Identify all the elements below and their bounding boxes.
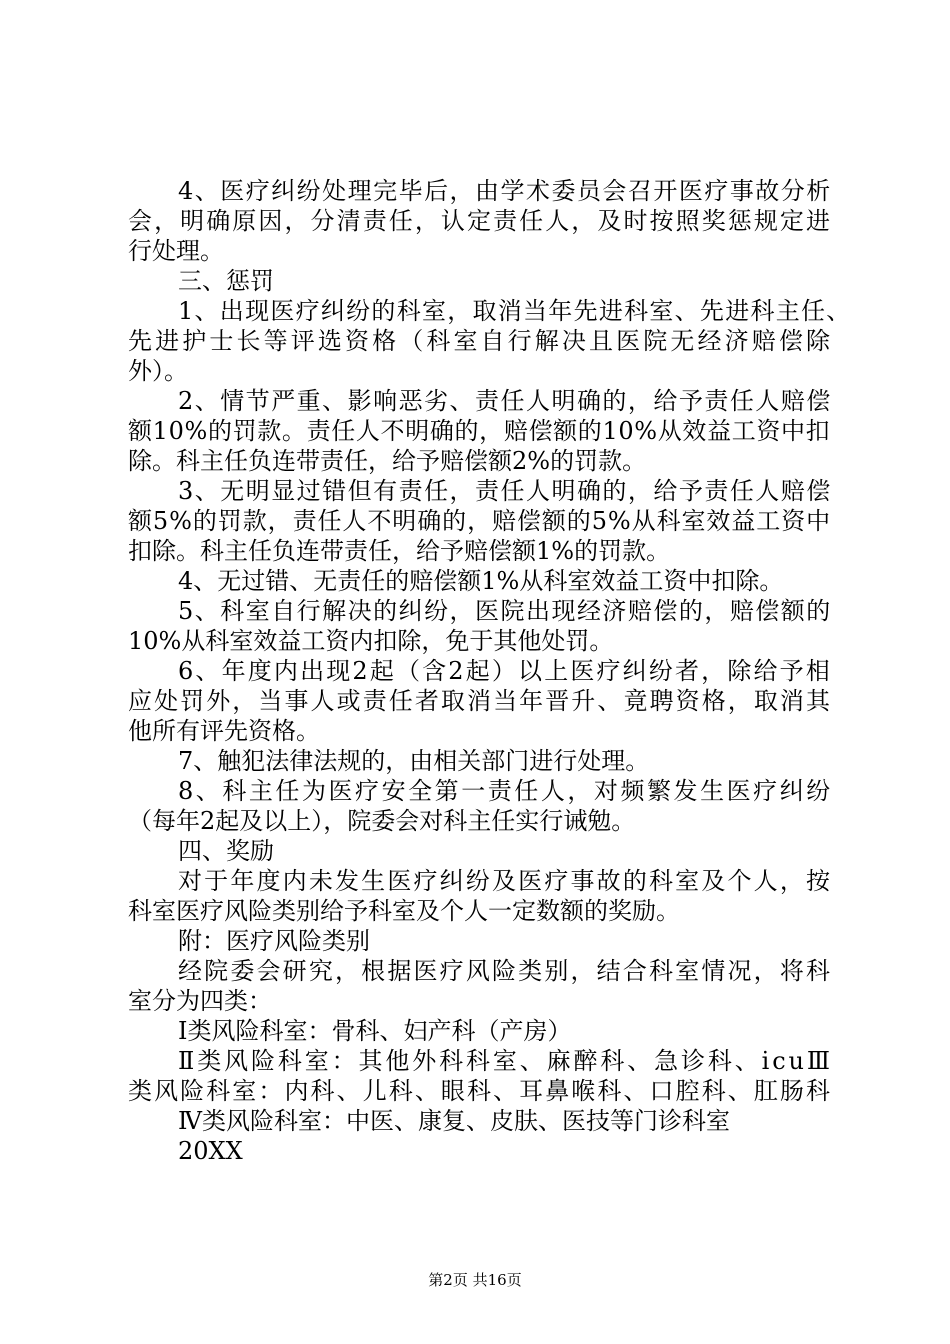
text-line: 除。科主任负连带责任，给予赔偿额2%的罚款。 — [128, 447, 647, 475]
text-line: 他所有评先资格。 — [128, 717, 320, 745]
text-line: 经院委会研究，根据医疗风险类别，结合科室情况，将科 — [178, 957, 833, 985]
text-line: 10%从科室效益工资内扣除，免于其他处罚。 — [128, 627, 614, 655]
text-line: 3、无明显过错但有责任，责任人明确的，给予责任人赔偿 — [178, 477, 832, 505]
text-line: 额5%的罚款，责任人不明确的，赔偿额的5%从科室效益工资中 — [128, 507, 832, 535]
text-line: Ⅰ类风险科室：骨科、妇产科（产房） — [178, 1017, 572, 1045]
text-line: 额10%的罚款。责任人不明确的，赔偿额的10%从效益工资中扣 — [128, 417, 831, 445]
text-line: 20XX — [178, 1137, 243, 1165]
text-line: 4、医疗纠纷处理完毕后，由学术委员会召开医疗事故分析 — [178, 177, 832, 205]
text-line: （每年2起及以上），院委会对科主任实行诫勉。 — [128, 807, 636, 835]
text-line: 2、情节严重、影响恶劣、责任人明确的，给予责任人赔偿 — [178, 387, 832, 415]
text-line: 8、科主任为医疗安全第一责任人，对频繁发生医疗纠纷 — [178, 777, 833, 805]
text-line: 扣除。科主任负连带责任，给予赔偿额1%的罚款。 — [128, 537, 671, 565]
text-line: 外）。 — [128, 357, 188, 385]
section-heading: 三、惩罚 — [178, 267, 274, 295]
section-heading: 四、奖励 — [178, 837, 274, 865]
text-line: 1、出现医疗纠纷的科室，取消当年先进科室、先进科主任、 — [178, 297, 852, 325]
text-line: 室分为四类： — [128, 987, 272, 1015]
text-line: 对于年度内未发生医疗纠纷及医疗事故的科室及个人，按 — [178, 867, 833, 895]
text-line: 行处理。 — [128, 237, 224, 265]
text-line: 类风险科室：内科、儿科、眼科、耳鼻喉科、口腔科、肛肠科 — [128, 1077, 833, 1105]
text-line: 6、年度内出现2起（含2起）以上医疗纠纷者，除给予相 — [178, 657, 832, 685]
text-line: Ⅱ类风险科室：其他外科科室、麻醉科、急诊科、icuⅢ — [178, 1047, 833, 1075]
text-line: 会，明确原因，分清责任，认定责任人，及时按照奖惩规定进 — [128, 207, 833, 235]
text-line: 7、触犯法律法规的，由相关部门进行处理。 — [178, 747, 650, 775]
text-line: 应处罚外，当事人或责任者取消当年晋升、竟聘资格，取消其 — [128, 687, 833, 715]
appendix-heading: 附：医疗风险类别 — [178, 927, 370, 955]
text-line: 4、无过错、无责任的赔偿额1%从科室效益工资中扣除。 — [178, 567, 784, 595]
text-line: 先进护士长等评选资格（科室自行解决且医院无经济赔偿除 — [128, 327, 834, 355]
page-footer: 第2页 共16页 — [428, 1271, 522, 1289]
text-line: Ⅳ类风险科室：中医、康复、皮肤、医技等门诊科室 — [178, 1107, 730, 1135]
text-line: 科室医疗风险类别给予科室及个人一定数额的奖励。 — [128, 897, 680, 925]
text-line: 5、科室自行解决的纠纷，医院出现经济赔偿的，赔偿额的 — [178, 597, 832, 625]
